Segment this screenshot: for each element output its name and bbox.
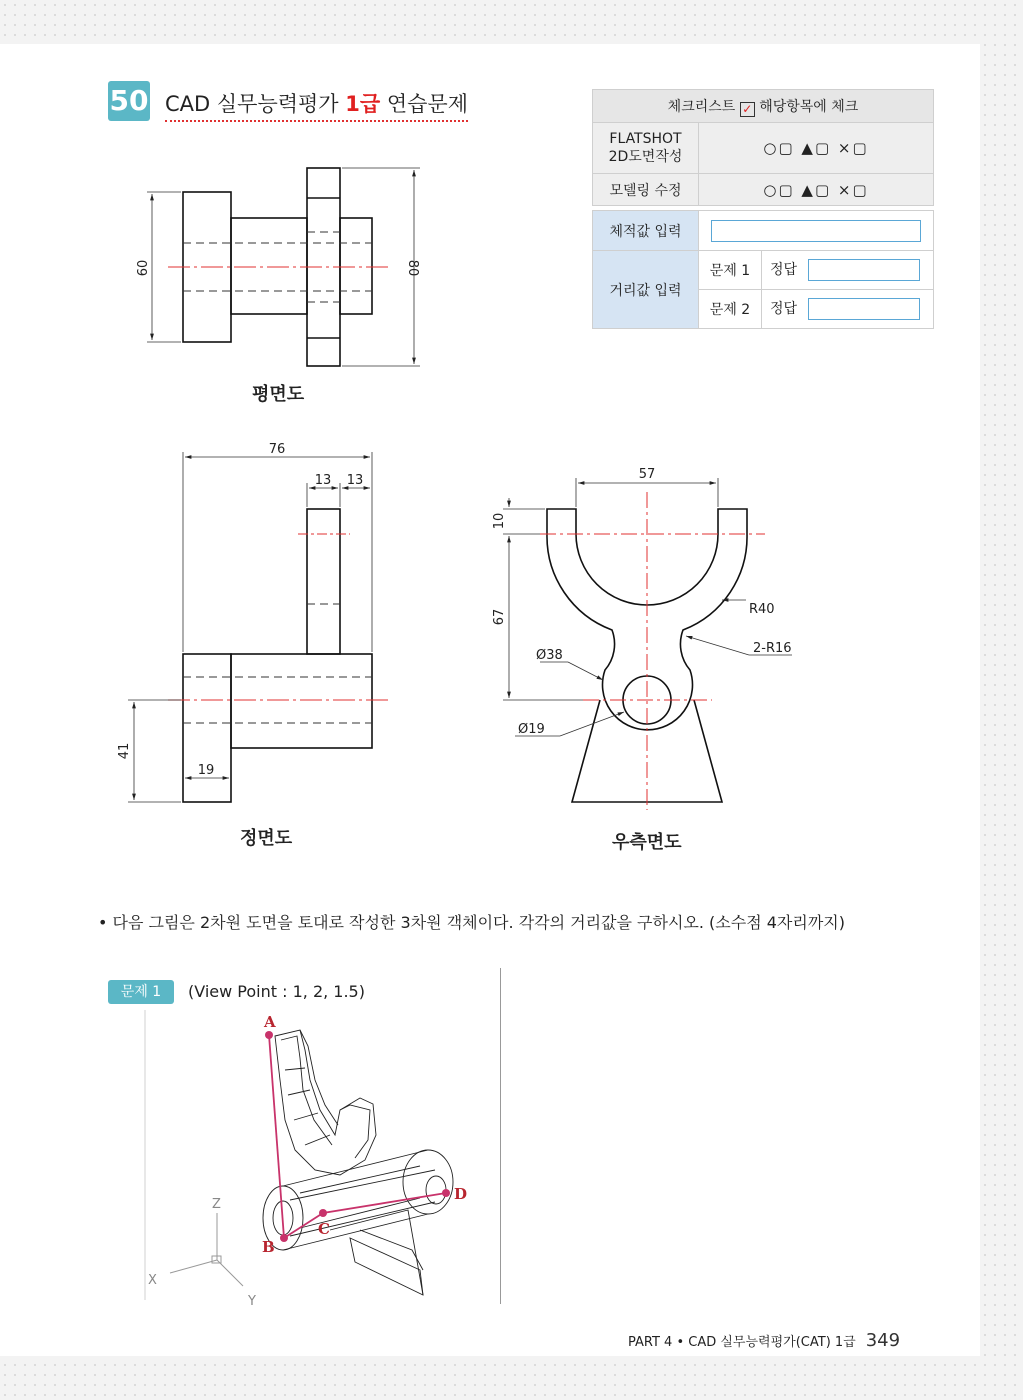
axis-z-label: Z — [212, 1197, 221, 1212]
point-d-marker — [442, 1189, 450, 1197]
distance-label: 거리값 입력 — [593, 251, 699, 329]
front-view-label: 정면도 — [240, 828, 293, 849]
point-b-marker — [280, 1234, 288, 1242]
plan-view-label: 평면도 — [252, 384, 305, 405]
axis-y-label: Y — [248, 1294, 256, 1309]
column-divider — [500, 968, 501, 1304]
title-suffix: 연습문제 — [380, 92, 468, 116]
question1-badge: 문제 1 — [108, 980, 174, 1004]
problem1-label: 문제 1 — [699, 251, 762, 290]
checklist-title: 체크리스트 — [667, 98, 736, 115]
point-c-label: C — [318, 1220, 330, 1238]
axis-gizmo — [170, 1213, 243, 1286]
flatshot-check-options[interactable]: ○▢ ▲▢ ×▢ — [699, 123, 934, 174]
title-level: 1급 — [345, 92, 381, 116]
distance-lines — [269, 1035, 446, 1238]
instruction-text: • 다음 그림은 2차원 도면을 토대로 작성한 3차원 객체이다. 각각의 거리값을 구하시오. (소수점 4자리까지) — [98, 913, 845, 932]
point-b-label: B — [262, 1238, 275, 1256]
front-view — [128, 452, 388, 802]
right-view — [503, 478, 792, 810]
modeling-check-options[interactable]: ○▢ ▲▢ ×▢ — [699, 174, 934, 206]
view-point-text: (View Point : 1, 2, 1.5) — [188, 982, 365, 1001]
points — [265, 1031, 450, 1242]
dim-d38: Ø38 — [536, 648, 563, 663]
checklist-row-label: 모델링 수정 — [593, 174, 699, 206]
plan-view — [147, 168, 420, 366]
dim-13a: 13 — [314, 473, 332, 488]
problem-number-badge: 50 — [108, 81, 150, 121]
page-footer — [628, 1330, 900, 1351]
footer-part: PART 4 • CAD 실무능력평가(CAT) 1급 — [628, 1335, 856, 1350]
dim-d19: Ø19 — [518, 722, 545, 737]
dim-57: 57 — [638, 467, 656, 482]
checklist-subtitle: 해당항목에 체크 — [759, 98, 859, 115]
dim-80: 80 — [405, 259, 420, 277]
title-prefix: CAD 실무능력평가 — [165, 92, 346, 116]
dim-76: 76 — [268, 442, 286, 457]
volume-label: 체적값 입력 — [593, 211, 699, 251]
point-c-marker — [319, 1209, 327, 1217]
answer-label: 정답 — [770, 301, 798, 317]
answer-label: 정답 — [770, 262, 798, 278]
dim-r40: R40 — [749, 602, 775, 617]
axis-x-label: X — [148, 1273, 157, 1288]
dim-2r16: 2-R16 — [753, 641, 792, 656]
dim-60: 60 — [136, 259, 151, 277]
checklist-row-label: FLATSHOT 2D도면작성 — [593, 123, 699, 174]
point-a-label: A — [264, 1013, 276, 1031]
dim-41: 41 — [117, 742, 132, 760]
dim-67: 67 — [492, 608, 507, 626]
right-view-label: 우측면도 — [612, 832, 682, 853]
dim-13b: 13 — [346, 473, 364, 488]
page-number: 349 — [865, 1330, 901, 1351]
point-d-label: D — [454, 1185, 468, 1203]
dim-19: 19 — [197, 763, 215, 778]
isometric-model — [145, 1010, 453, 1300]
point-a-marker — [265, 1031, 273, 1039]
problem2-label: 문제 2 — [699, 290, 762, 329]
dim-10: 10 — [492, 512, 507, 530]
checkmark-icon: ✓ — [740, 102, 755, 117]
